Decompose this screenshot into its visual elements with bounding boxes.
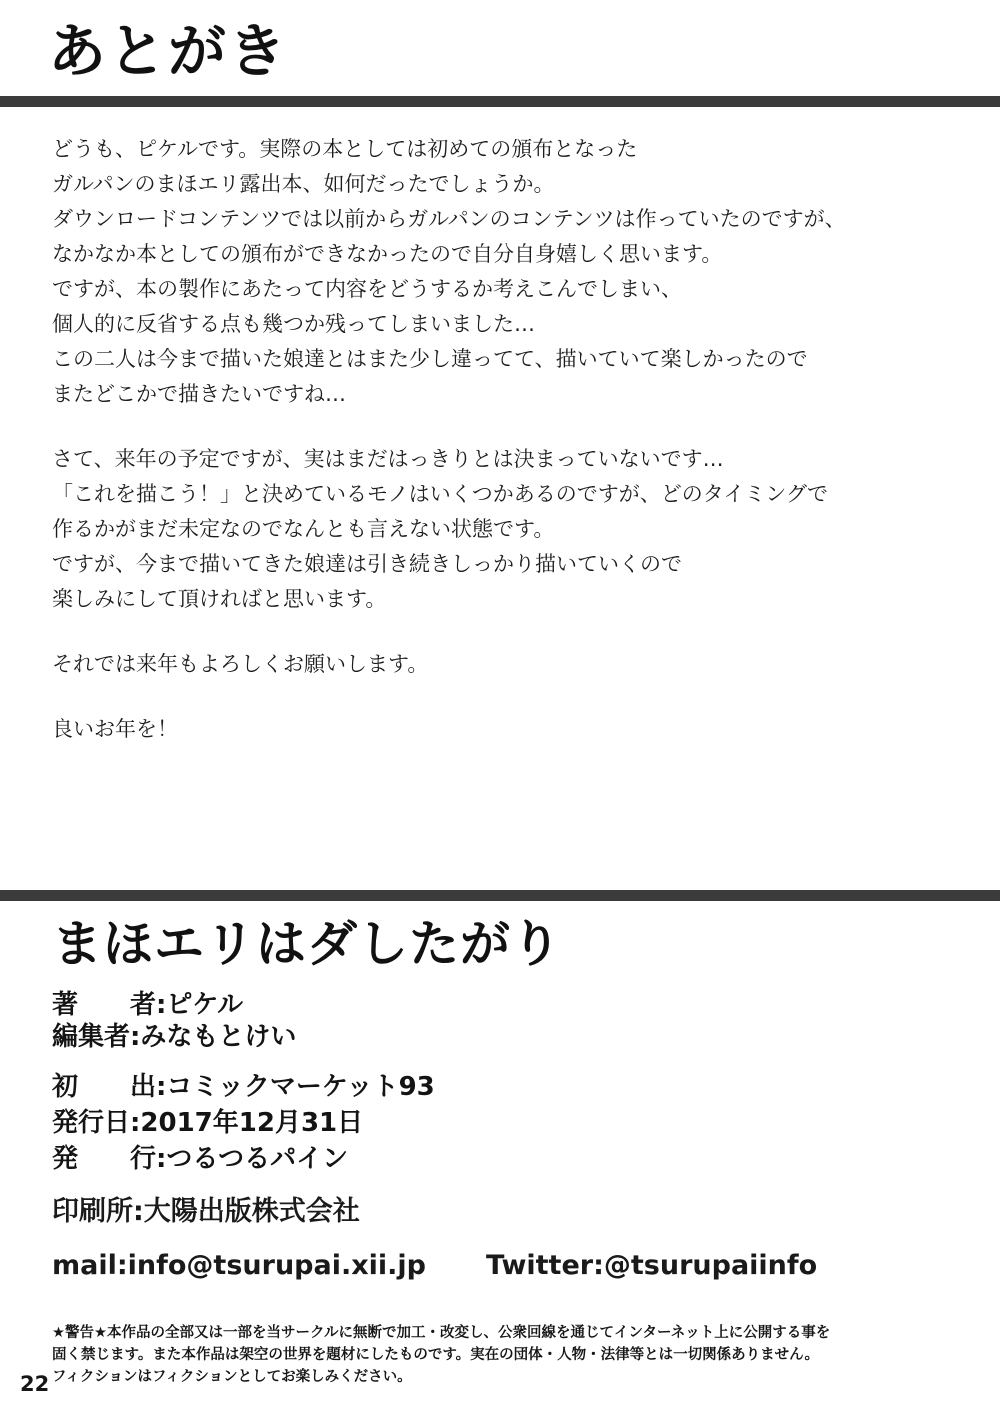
text-line: なかなか本としての頒布ができなかったので自分自身嬉しく思います。 bbox=[52, 242, 723, 266]
paragraph bbox=[52, 132, 952, 412]
credit-editor: 編集者:みなもとけい bbox=[52, 1021, 297, 1052]
text-line: ですが、今まで描いてきた娘達は引き続きしっかり描いていくので bbox=[52, 552, 682, 576]
credit-publisher: 発 行:つるつるパイン bbox=[52, 1143, 349, 1174]
text-line: 「これを描こう！」と決めているモノはいくつかあるのですが、どのタイミングで bbox=[52, 482, 828, 506]
page-number: 22 bbox=[20, 1372, 50, 1396]
credit-first-release: 初 出:コミックマーケット93 bbox=[52, 1071, 435, 1102]
paragraph bbox=[52, 712, 952, 747]
text-line: またどこかで描きたいですね… bbox=[52, 382, 346, 406]
text-line: 良いお年を！ bbox=[52, 717, 178, 741]
text-line: 楽しみにして頂ければと思います。 bbox=[52, 587, 387, 611]
credit-publish-date: 発行日:2017年12月31日 bbox=[52, 1107, 364, 1138]
divider-middle bbox=[0, 890, 1000, 901]
text-line: ガルパンのまほエリ露出本、如何だったでしょうか。 bbox=[52, 172, 555, 196]
afterword-body bbox=[52, 132, 952, 747]
colophon-block bbox=[52, 915, 972, 1305]
paragraph bbox=[52, 442, 952, 617]
contact-twitter[interactable]: Twitter:@tsurupaiinfo bbox=[486, 1249, 818, 1281]
afterword-heading: あとがき bbox=[48, 17, 289, 85]
contact-row bbox=[52, 1247, 972, 1285]
credit-author: 著 者:ピケル bbox=[52, 989, 244, 1020]
credit-printer: 印刷所:大陽出版株式会社 bbox=[52, 1195, 360, 1227]
text-line: 作るかがまだ未定なのでなんとも言えない状態です。 bbox=[52, 517, 555, 541]
credits-primary bbox=[52, 989, 972, 1053]
credits-secondary bbox=[52, 1069, 972, 1177]
text-line: ですが、本の製作にあたって内容をどうするか考えこんでしまい、 bbox=[52, 277, 682, 301]
text-line: この二人は今まで描いた娘達とはまた少し違ってて、描いていて楽しかったので bbox=[52, 347, 808, 371]
divider-top bbox=[0, 96, 1000, 107]
warning-line: 固く禁じます。また本作品は架空の世界を題材にしたものです。実在の団体・人物・法律等とは一切関係ありません。 bbox=[52, 1347, 820, 1363]
warning-notice bbox=[52, 1322, 952, 1388]
warning-line: フィクションはフィクションとしてお楽しみください。 bbox=[52, 1369, 412, 1385]
text-line: どうも、ピケルです。実際の本としては初めての頒布となった bbox=[52, 137, 638, 161]
contact-mail[interactable]: mail:info@tsurupai.xii.jp bbox=[52, 1249, 426, 1281]
text-line: それでは来年もよろしくお願いします。 bbox=[52, 652, 429, 676]
text-line: 個人的に反省する点も幾つか残ってしまいました… bbox=[52, 312, 535, 336]
warning-line: ★警告★本作品の全部又は一部を当サークルに無断で加工・改変し、公衆回線を通じてインターネット上に公開する事を bbox=[52, 1325, 831, 1341]
text-line: ダウンロードコンテンツでは以前からガルパンのコンテンツは作っていたのですが、 bbox=[52, 207, 846, 231]
paragraph bbox=[52, 647, 952, 682]
text-line: さて、来年の予定ですが、実はまだはっきりとは決まっていないです… bbox=[52, 447, 724, 471]
work-title: まほエリはダしたがり bbox=[52, 915, 562, 973]
